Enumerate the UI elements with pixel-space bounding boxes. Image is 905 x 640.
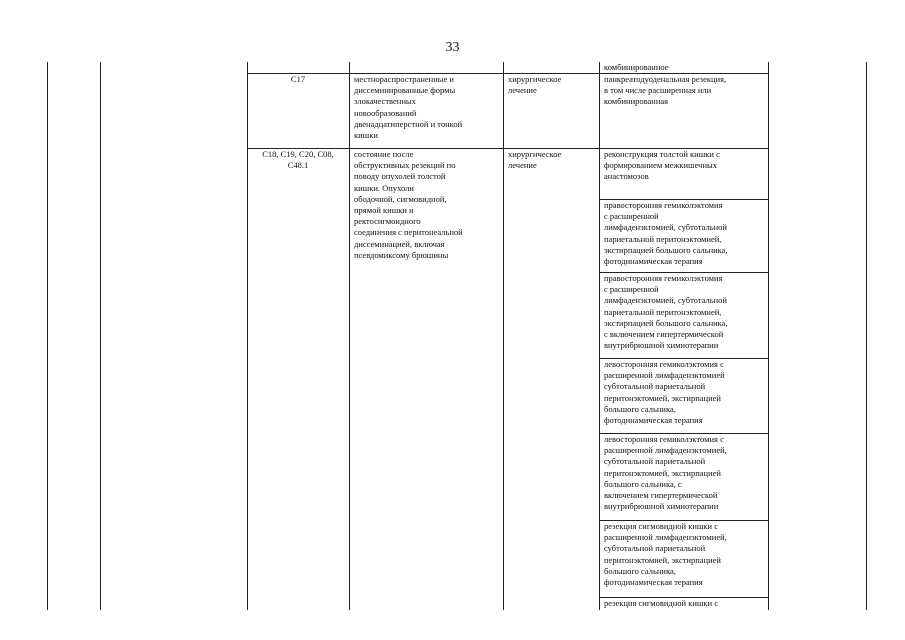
col-border-7 <box>768 62 769 610</box>
condition-cell-c17: местнораспространенные и диссеминированные формы злокачественных новообразований двенадцатиперстной и тонкой кишки <box>354 74 463 141</box>
code-cell-c17: С17 <box>290 74 306 84</box>
method-cell-reconstruction: реконструкция толстой кишки с формированием межкишечных анастомозов <box>604 149 720 182</box>
treatment-cell-c18: хирургическое лечение <box>508 149 562 171</box>
method-cell-left-hemicolectomy-hipec: левосторонняя гемиколэктомия с расширенной лимфаденэктомией, субтотальной париетальной перитонэктомией, экстирпацией большого сальника, с включением гипертермической внутрибрюшной химиотерапии <box>604 434 727 512</box>
col-border-5 <box>503 62 504 610</box>
col-border-1 <box>47 62 48 610</box>
page-number: 33 <box>445 40 460 55</box>
col-border-8 <box>866 62 867 610</box>
col-border-6 <box>599 62 600 610</box>
col-border-4 <box>349 62 350 610</box>
method-cell-right-hemicolectomy-pdt: правосторонняя гемиколэктомия с расширенной лимфаденэктомией, субтотальной париетальной перитонэктомией, экстирпацией большого сальника, фотодинамическая терапия <box>604 200 728 267</box>
code-cell-c18: С18, С19, С20, С08, С48.1 <box>262 149 334 171</box>
method-cell-right-hemicolectomy-hipec: правосторонняя гемиколэктомия с расширенной лимфаденэктомией, субтотальной париетальной перитонэктомией, экстирпацией большого сальника, с включением гипертермической внутрибрюшной химиотерапии <box>604 273 728 351</box>
condition-cell-c18: состояние после обструктивных резекций по поводу опухолей толстой кишки. Опухоли ободочной, сигмовидной, прямой кишки и ректосигмоидного соединения с перитонеальной диссеминацией, включая псевдомиксому брюшины <box>354 149 463 260</box>
method-cell-sigmoid-resection-cont: резекция сигмовидной кишки с <box>604 598 719 608</box>
method-cell-continued: комбинированное <box>604 62 669 72</box>
col-border-3 <box>247 62 248 610</box>
col-border-2 <box>100 62 101 610</box>
treatment-cell-c17: хирургическое лечение <box>508 74 562 96</box>
method-cell-c17: панкреатодуоденальная резекция, в том числе расширенная или комбинированная <box>604 74 727 107</box>
method-cell-sigmoid-resection-pdt: резекция сигмовидной кишки с расширенной лимфаденэктомией, субтотальной париетальной перитонэктомией, экстирпацией большого сальника, фотодинамическая терапия <box>604 521 727 588</box>
method-cell-left-hemicolectomy-pdt: левосторонняя гемиколэктомия с расширенной лимфаденэктомией субтотальной париетальной перитонэктомией, экстирпацией большого сальника, фотодинамическая терапия <box>604 359 725 426</box>
